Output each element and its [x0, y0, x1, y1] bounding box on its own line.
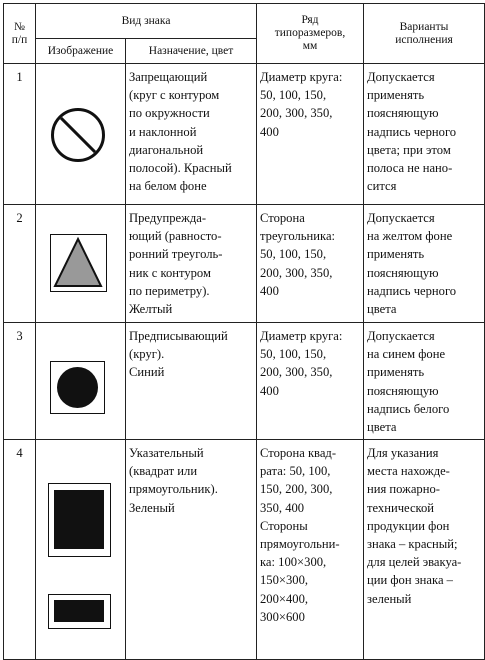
sign-variants: Допускается на синем фоне применять поясняющую надпись белого цвета — [364, 323, 485, 440]
sign-sizes: Диаметр круга: 50, 100, 150, 200, 300, 350, 400 — [257, 64, 364, 205]
sign-sizes: Сторона треугольника: 50, 100, 150, 200, 300, 350, 400 — [257, 205, 364, 323]
sign-frame — [48, 594, 111, 629]
sign-purpose: Предупрежда- ющий (равносто- ронний треуголь- ник с контуром по периметру). Желтый — [126, 205, 257, 323]
row-number: 2 — [4, 205, 36, 323]
table-row — [4, 323, 485, 440]
sign-sizes: Диаметр круга: 50, 100, 150, 200, 300, 350, 400 — [257, 323, 364, 440]
sign-frame — [48, 483, 111, 557]
table-row — [4, 440, 485, 660]
prohibition-circle-icon — [51, 108, 105, 162]
header-variants: Варианты исполнения — [364, 4, 485, 64]
sign-variants: Для указания места нахожде- ния пожарно- технической продукции фон знака – красный; для целей эвакуа- ции фон знака – зеленый — [364, 440, 485, 660]
sign-variants: Допускается на желтом фоне применять поясняющую надпись черного цвета — [364, 205, 485, 323]
sign-purpose: Предписывающий (круг). Синий — [126, 323, 257, 440]
header-number: № п/п — [4, 4, 36, 64]
header-purpose: Назначение, цвет — [126, 39, 257, 64]
sign-image-cell — [36, 440, 126, 660]
header-sign-type: Вид знака — [36, 4, 257, 39]
row-number: 4 — [4, 440, 36, 660]
sign-image-cell — [36, 205, 126, 323]
sign-purpose: Запрещающий (круг с контуром по окружности и наклонной диагональной полосой). Красный на белом фоне — [126, 64, 257, 205]
sign-frame — [50, 234, 107, 292]
table-row — [4, 64, 485, 205]
sign-frame — [50, 361, 105, 414]
table-row — [4, 205, 485, 323]
sign-image-cell — [36, 64, 126, 205]
indicator-square-icon — [54, 490, 104, 549]
mandatory-circle-icon — [57, 367, 98, 408]
signs-table — [3, 3, 485, 660]
indicator-rectangle-icon — [54, 600, 104, 622]
sign-image-cell — [36, 323, 126, 440]
warning-triangle-icon — [51, 235, 105, 290]
sign-variants: Допускается применять поясняющую надпись черного цвета; при этом полоса не нано- сится — [364, 64, 485, 205]
row-number: 3 — [4, 323, 36, 440]
sign-sizes: Сторона квад- рата: 50, 100, 150, 200, 300, 350, 400 Стороны прямоугольни- ка: 100×300, 150×300, 200×400, 300×600 — [257, 440, 364, 660]
row-number: 1 — [4, 64, 36, 205]
header-row-top — [4, 4, 485, 39]
header-image: Изображение — [36, 39, 126, 64]
sign-purpose: Указательный (квадрат или прямоугольник). Зеленый — [126, 440, 257, 660]
header-sizes: Ряд типоразмеров, мм — [257, 4, 364, 64]
